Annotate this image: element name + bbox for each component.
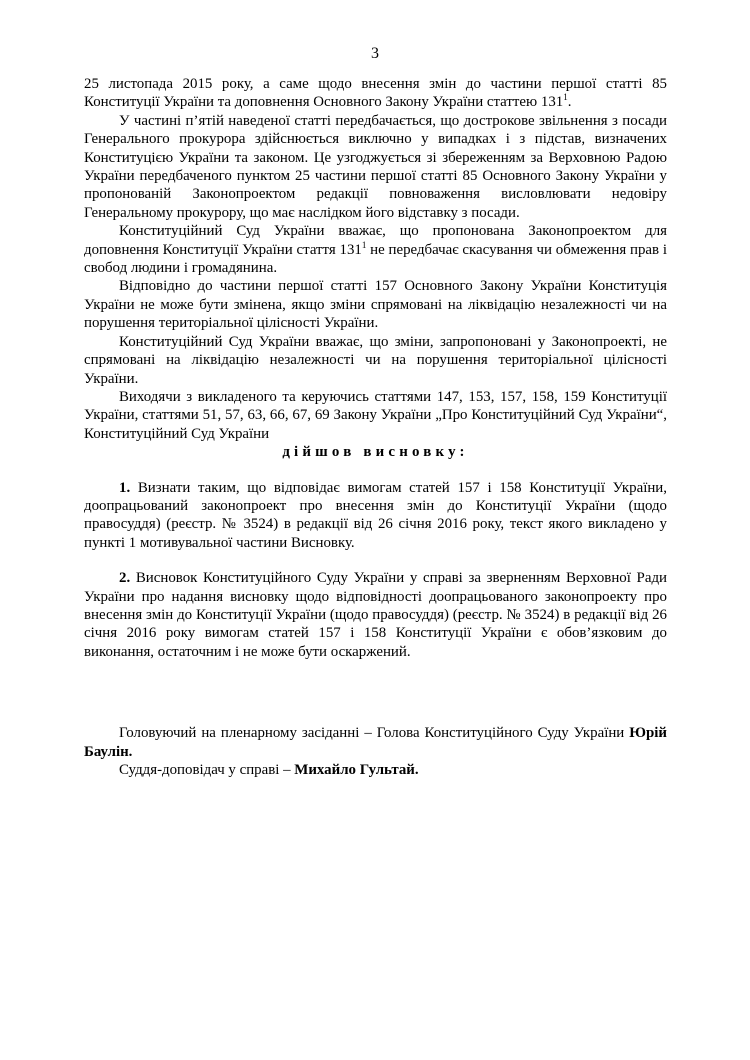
paragraph-3: Конституційний Суд України вважає, що пропонована Законопроектом для доповнення Конституції України стаття $131^1$ не передбачає скасування чи обмеження прав і свобод людини і громадянина. (84, 223, 667, 277)
conclusion-item-2 (84, 569, 667, 661)
item-number: 2. (119, 570, 131, 587)
paragraph-4: Відповідно до частини першої статті 157 Основного Закону України Конституція України не може бути змінена, якщо зміни спрямовані на ліквідацію незалежності чи на порушення територіальної цілісності України. (84, 278, 667, 332)
page-number: 3 (371, 45, 379, 62)
superscript: 1 (361, 239, 367, 250)
spacer (84, 462, 667, 479)
superscript: 1 (563, 92, 568, 103)
presiding-signature: Головуючий на пленарному засіданні – Голова Конституційного Суду України Юрій Баулін. (84, 725, 667, 760)
spacer (84, 552, 667, 569)
item-number: 1. (119, 479, 131, 496)
item-text: Визнати таким, що відповідає вимогам статей 157 і 158 Конституції України, доопрацьований законопроект про внесення змін до Конституції України (щодо правосуддя) (реєстр. № 3524) в редакції від 26 січня 2016 року, текст якого викладено у пункті 1 мотивувальної частини Висновку. (84, 479, 667, 551)
conclusion-item-1 (84, 479, 667, 553)
item-text: Висновок Конституційного Суду України у справі за зверненням Верховної Ради України про надання висновку щодо відповідності доопрацьованого законопроекту про внесення змін до Конституції України (щодо правосуддя) (реєстр. № 3524) в редакції від 26 січня 2016 року вимогам статей 157 і 158 Конституції України є обов’язковим до виконання, остаточним і не може бути оскаржений. (84, 570, 667, 660)
paragraph-2: У частині п’ятій наведеної статті передбачається, що дострокове звільнення з посади Генерального прокурора здійснюється виключно у випадках і з підстав, визначених Конституцією України та законом. Це узгоджується зі збереженням за Верховною Радою України передбаченого пунктом 25 частини першої статті 85 Основного Закону України у пропонованій Законопроектом редакції повноваження висловлювати недовіру Генеральному прокурору, що має наслідком його відставку з посади. (84, 112, 667, 221)
conclusion-heading: дійшов висновку: (282, 444, 469, 461)
rapporteur-signature: Суддя-доповідач у справі – Михайло Гультай. (119, 762, 419, 778)
paragraph-1: 25 листопада 2015 року, а саме щодо внесення змін до частини першої статті 85 Конституції України та доповнення Основного Закону України статтею $131^1$. (84, 76, 667, 111)
presiding-name: Юрій Баулін. (84, 725, 667, 760)
document-body (84, 75, 667, 779)
rapporteur-name: Михайло Гультай. (294, 762, 419, 778)
paragraph-5: Конституційний Суд України вважає, що зміни, запропоновані у Законопроекті, не спрямовані на ліквідацію незалежності чи на порушення територіальної цілісності України. (84, 333, 667, 387)
paragraph-6: Виходячи з викладеного та керуючись статтями 147, 153, 157, 158, 159 Конституції України, статтями 51, 57, 63, 66, 67, 69 Закону України „Про Конституційний Суд України“, Конституційний Суд України (84, 388, 667, 442)
spacer (84, 661, 667, 724)
